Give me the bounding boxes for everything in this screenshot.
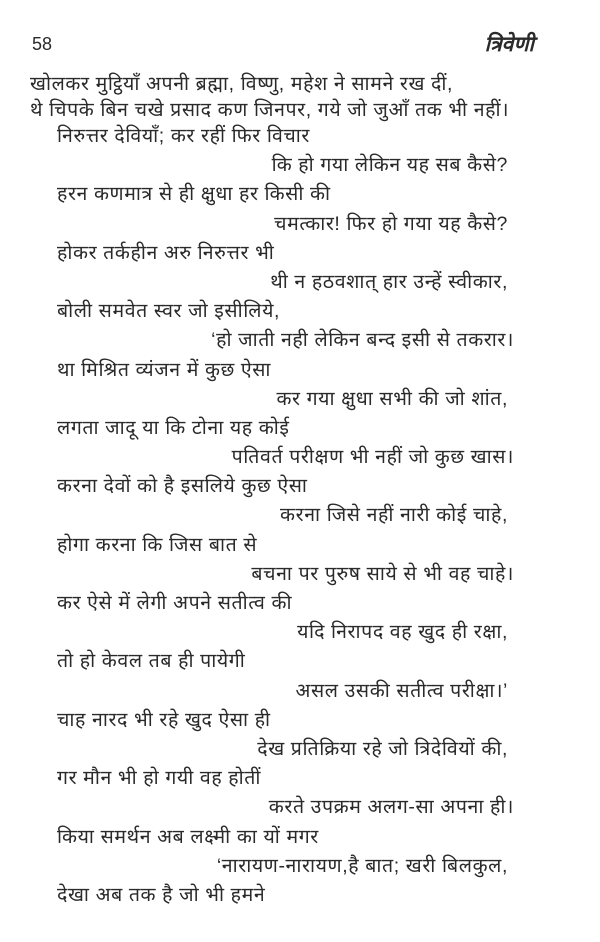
poem-line: बोली समवेत स्वर जो इसीलिये, — [57, 300, 281, 323]
poem-line: पतिवर्त परीक्षण भी नहीं जो कुछ खास। — [231, 446, 514, 469]
poem-line: चमत्कार! फिर हो गया यह कैसे? — [274, 212, 508, 235]
poem-line: था मिश्रित व्यंजन में कुछ ऐसा — [57, 358, 272, 381]
poem-line: असल उसकी सतीत्व परीक्षा।’ — [295, 679, 508, 702]
poem-line: करना जिसे नहीं नारी कोई चाहे, — [280, 504, 508, 527]
poem-line: देख प्रतिक्रिया रहे जो त्रिदेवियों की, — [257, 737, 508, 760]
poem-line: कर गया क्षुधा सभी की जो शांत, — [276, 387, 508, 410]
page-number: 58 — [32, 34, 53, 54]
poem-line: लगता जादू या कि टोना यह कोई — [57, 416, 290, 439]
poem-line: खोलकर मुट्ठियाँ अपनी ब्रह्मा, विष्णु, महेश ने सामने रख दीं, — [30, 73, 454, 95]
poem-line: होगा करना कि जिस बात से — [57, 533, 258, 556]
poem-line: ‘नारायण-नारायण,है बात; खरी बिलकुल, — [216, 854, 508, 877]
poem-line: हरन कणमात्र से ही क्षुधा हर किसी की — [57, 183, 331, 206]
poem-line: किया समर्थन अब लक्ष्मी का यों मगर — [57, 825, 319, 848]
poem-line: कि हो गया लेकिन यह सब कैसे? — [271, 154, 508, 177]
running-title: त्रिवेणी — [484, 33, 534, 56]
poem-line: चाह नारद भी रहे खुद ऐसा ही — [57, 708, 271, 731]
poem-line: तो हो केवल तब ही पायेगी — [57, 650, 246, 673]
poem-line: थे चिपके बिन चखे प्रसाद कण जिनपर, गये जो जुआँ तक भी नहीं। — [30, 99, 510, 121]
poem-line: ‘हो जाती नही लेकिन बन्द इसी से तकरार। — [211, 329, 514, 352]
poem-line: कर ऐसे में लेगी अपने सतीत्व की — [57, 592, 293, 614]
poem-line: गर मौन भी हो गयी वह होतीं — [57, 767, 262, 790]
poem-line: देखा अब तक है जो भी हमने — [57, 883, 266, 906]
poem-line: यदि निरापद वह खुद ही रक्षा, — [297, 621, 508, 644]
poem-line: बचना पर पुरुष साये से भी वह चाहे। — [251, 562, 514, 585]
poem-body — [0, 70, 600, 910]
poem-line: होकर तर्कहीन अरु निरुत्तर भी — [57, 241, 275, 264]
poem-line: करते उपक्रम अलग-सा अपना ही। — [268, 796, 514, 819]
poem-line: निरुत्तर देवियाँ; कर रहीं फिर विचार — [57, 125, 310, 147]
poem-line: करना देवों को है इसलिये कुछ ऐसा — [57, 475, 308, 498]
poem-line: थी न हठवशात् हार उन्हें स्वीकार, — [270, 270, 508, 293]
